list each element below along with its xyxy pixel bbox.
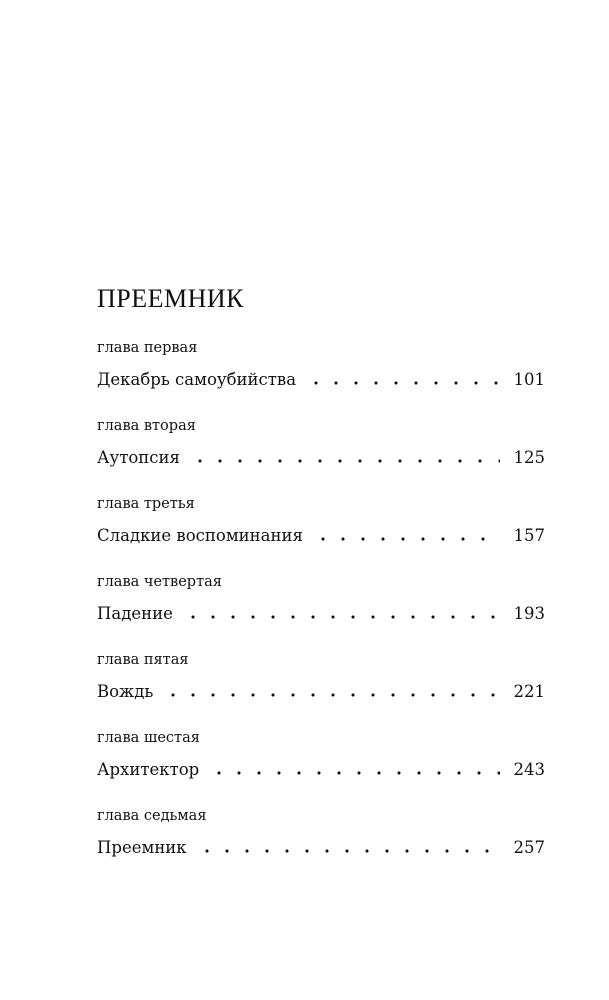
page-number: 243: [513, 760, 545, 779]
chapter-number: глава шестая: [97, 730, 200, 746]
page-number: 221: [513, 682, 545, 701]
toc-entry: [97, 338, 545, 416]
dot-leader: [163, 679, 499, 705]
dot-leader: [313, 523, 500, 549]
table-of-contents: [97, 338, 545, 884]
chapter-title: Падение: [97, 604, 173, 623]
page-number: 257: [513, 838, 545, 857]
chapter-title: Аутопсия: [97, 448, 180, 467]
toc-link-chapter-7[interactable]: [97, 835, 545, 861]
chapter-title: Вождь: [97, 682, 154, 701]
dot-leader: [209, 757, 499, 783]
page-number: 101: [513, 370, 545, 389]
dot-leader: [183, 601, 500, 627]
chapter-title: Преемник: [97, 838, 187, 857]
chapter-number: глава пятая: [97, 652, 189, 668]
section-title: ПРЕЕМНИК: [97, 284, 245, 313]
toc-link-chapter-3[interactable]: [97, 523, 545, 549]
dot-leader: [197, 835, 500, 861]
toc-link-chapter-6[interactable]: [97, 757, 545, 783]
dot-leader: [190, 445, 500, 471]
toc-entry: [97, 728, 545, 806]
chapter-title: Сладкие воспоминания: [97, 526, 303, 545]
toc-entry: [97, 650, 545, 728]
page-number: 125: [513, 448, 545, 467]
toc-entry: [97, 494, 545, 572]
chapter-number: глава третья: [97, 496, 195, 512]
chapter-number: глава первая: [97, 340, 198, 356]
dot-leader: [306, 367, 499, 393]
chapter-title: Декабрь самоубийства: [97, 370, 297, 389]
toc-entry: [97, 416, 545, 494]
chapter-number: глава четвертая: [97, 574, 222, 590]
toc-link-chapter-4[interactable]: [97, 601, 545, 627]
page-number: 157: [513, 526, 545, 545]
toc-entry: [97, 806, 545, 884]
chapter-title: Архитектор: [97, 760, 200, 779]
page-number: 193: [513, 604, 545, 623]
toc-link-chapter-2[interactable]: [97, 445, 545, 471]
chapter-number: глава вторая: [97, 418, 196, 434]
toc-link-chapter-1[interactable]: [97, 367, 545, 393]
toc-link-chapter-5[interactable]: [97, 679, 545, 705]
toc-entry: [97, 572, 545, 650]
chapter-number: глава седьмая: [97, 808, 207, 824]
